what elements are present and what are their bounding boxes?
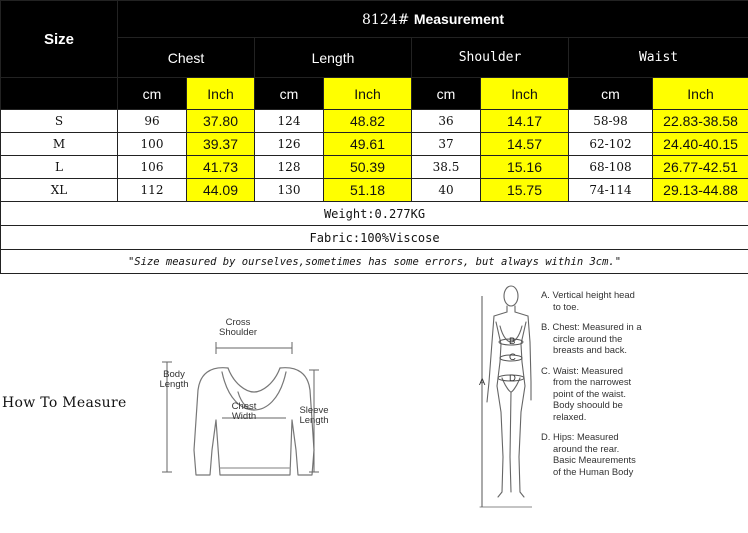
table-row [1,156,748,179]
body-length-label [154,370,194,390]
value-cell: 100 [118,133,187,156]
value-cell: 39.37 [187,133,255,156]
group-header-chest: Chest [118,38,255,78]
fabric-note: Fabric:100%Viscose [1,226,748,250]
value-cell: 96 [118,110,187,133]
unit-header-spacer [1,78,118,110]
step-line: of the Human Body [553,465,634,477]
value-cell: 74-114 [569,179,653,202]
value-cell: 14.57 [481,133,569,156]
value-cell: 44.09 [187,179,255,202]
value-cell: 48.82 [324,110,412,133]
table-title [118,1,748,38]
weight-note: Weight:0.277KG [1,202,748,226]
chest-width-line1: Chest [231,401,257,412]
garment-diagram [150,310,350,480]
cross-shoulder-line2: Shoulder [218,327,258,338]
value-cell: 22.83-38.58 [653,110,748,133]
title-word: Measurement [413,10,505,27]
value-cell: 41.73 [187,156,255,179]
step-a [541,289,661,312]
step-line: around the rear. [553,442,620,454]
how-to-measure-label: How To Measure [2,395,127,411]
step-line: from the narrowest [553,376,632,387]
value-cell: 58-98 [569,110,653,133]
body-length-line1: Body [163,369,185,380]
size-cell: M [1,133,118,156]
value-cell: 40 [412,179,481,202]
unit-header: cm [118,78,187,110]
step-d [541,431,661,477]
cross-shoulder-line1: Cross [225,317,251,328]
step-line: C. Waist: Measured [541,364,623,376]
value-cell: 128 [255,156,324,179]
chest-width-label [224,402,264,422]
unit-header: Inch [481,78,569,110]
value-cell: 126 [255,133,324,156]
value-cell: 29.13-44.88 [653,179,748,202]
table-row [1,133,748,156]
marker-d: D [509,373,516,384]
unit-header: cm [255,78,324,110]
value-cell: 15.75 [481,179,569,202]
size-cell: L [1,156,118,179]
step-line: relaxed. [553,410,587,422]
step-line: B. Chest: Measured in a [541,321,642,332]
value-cell: 36 [412,110,481,133]
marker-c: C [509,352,516,363]
table-row [1,179,748,202]
marker-b: B [509,336,516,347]
group-header-shoulder: Shoulder [412,38,569,78]
step-line: breasts and back. [553,344,628,355]
value-cell: 37 [412,133,481,156]
value-cell: 68-108 [569,156,653,179]
sleeve-length-label [294,406,334,426]
table-row [1,110,748,133]
unit-header: Inch [653,78,748,110]
step-line: D. Hips: Measured [541,431,619,442]
value-cell: 37.80 [187,110,255,133]
marker-a: A [479,377,486,388]
cross-shoulder-label [218,318,258,338]
chest-width-line2: Width [231,411,257,422]
step-line: circle around the [553,332,623,344]
value-cell: 49.61 [324,133,412,156]
sleeve-length-line2: Length [299,415,329,426]
unit-header: cm [412,78,481,110]
body-diagram [470,282,532,512]
value-cell: 112 [118,179,187,202]
step-line: point of the waist. [553,387,626,399]
step-line: Basic Meaurements [553,454,636,465]
human-figure [470,282,532,512]
unit-header: cm [569,78,653,110]
value-cell: 50.39 [324,156,412,179]
value-cell: 14.17 [481,110,569,133]
value-cell: 130 [255,179,324,202]
step-c [541,365,661,423]
step-line: to toe. [553,300,580,312]
step-line: A. Vertical height head [541,289,635,300]
how-to-measure-section [0,272,748,533]
body-length-line2: Length [159,379,189,390]
value-cell: 15.16 [481,156,569,179]
value-cell: 62-102 [569,133,653,156]
unit-header: Inch [324,78,412,110]
size-cell: XL [1,179,118,202]
step-line: Body shoould be [553,399,623,410]
group-header-waist: Waist [569,38,748,78]
sleeve-length-line1: Sleeve [299,405,329,416]
value-cell: 26.77-42.51 [653,156,748,179]
disclaimer-note: "Size measured by ourselves,sometimes has some errors, but always within 3cm." [1,250,748,274]
value-cell: 124 [255,110,324,133]
size-column-header: Size [1,1,118,78]
model-number: 8124# [362,11,410,28]
size-cell: S [1,110,118,133]
value-cell: 24.40-40.15 [653,133,748,156]
value-cell: 38.5 [412,156,481,179]
group-header-length: Length [255,38,412,78]
measurement-steps [541,289,661,486]
step-b [541,321,661,356]
value-cell: 51.18 [324,179,412,202]
unit-header: Inch [187,78,255,110]
value-cell: 106 [118,156,187,179]
